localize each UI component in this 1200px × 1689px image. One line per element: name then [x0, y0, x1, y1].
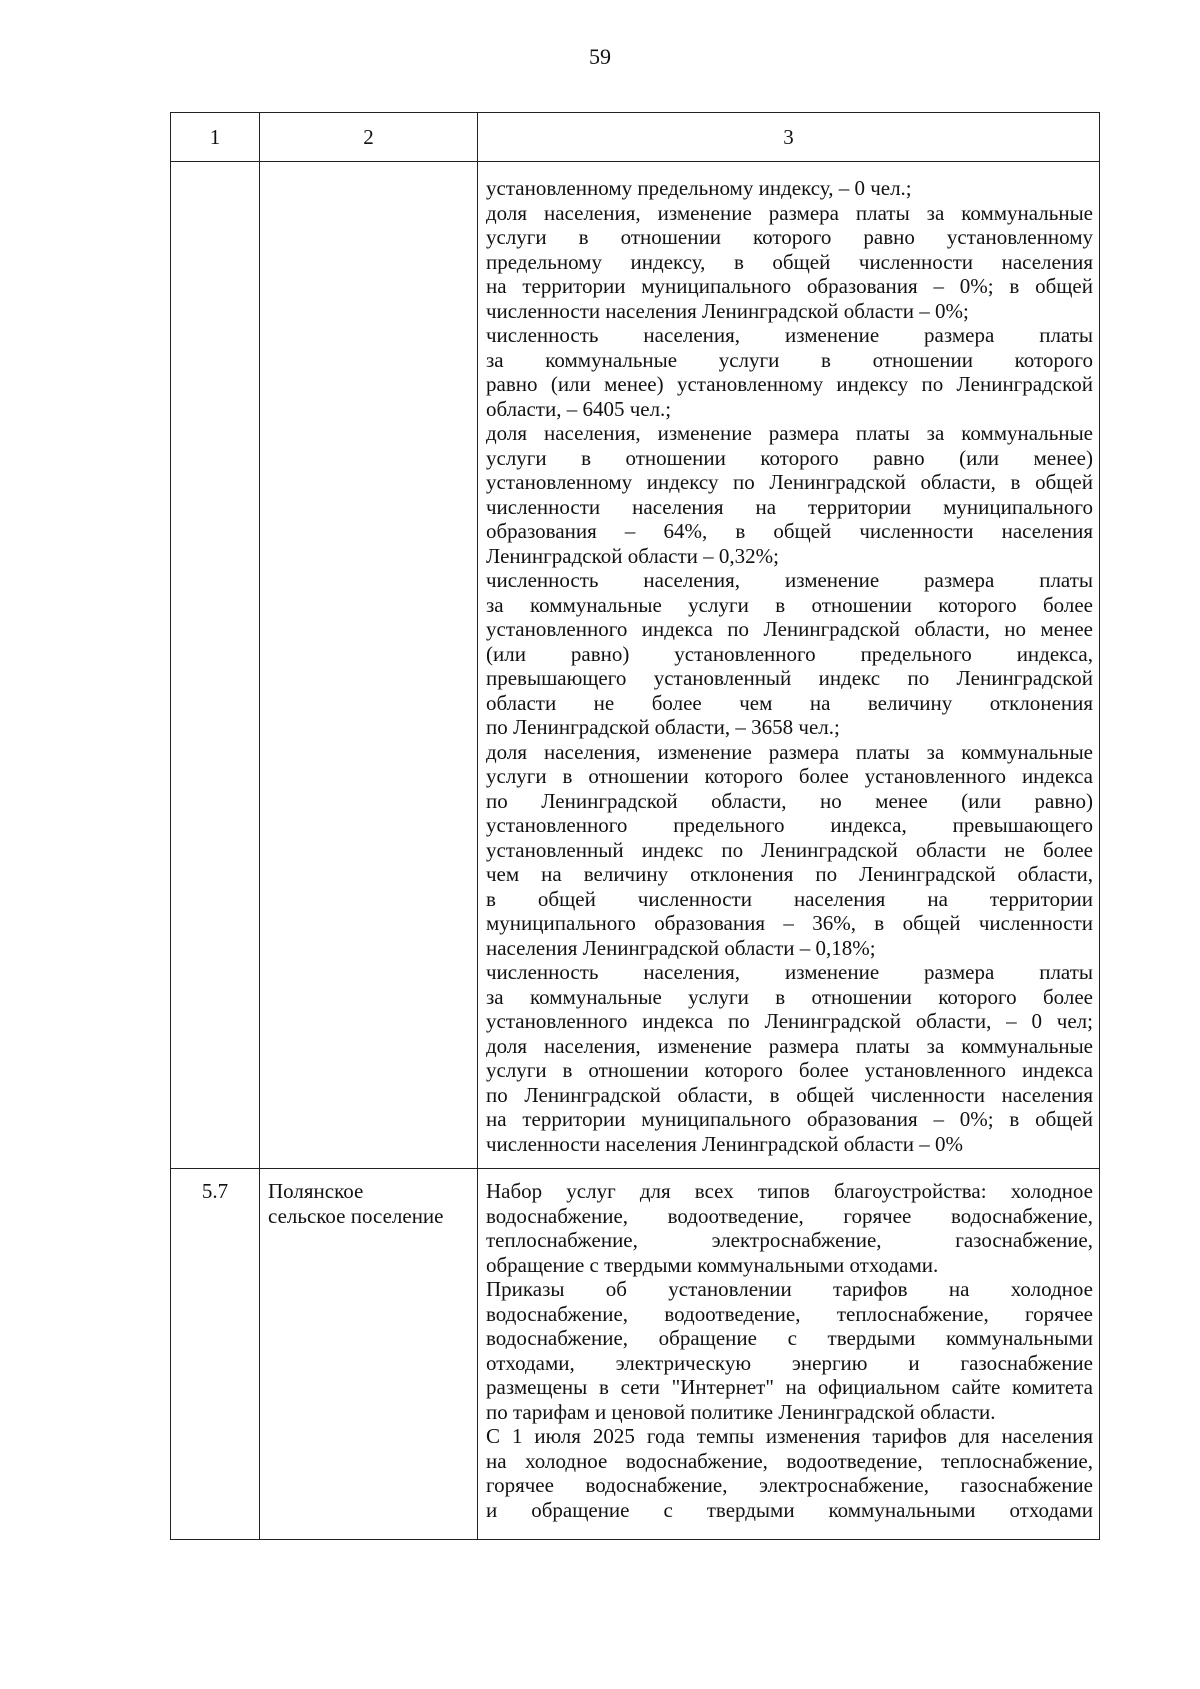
page-number: 59 [589, 44, 611, 69]
text-line: (или равно) установленного предельного индекса, [486, 641, 1093, 666]
municipality-name-line: сельское поселение [268, 1203, 444, 1228]
text-line: обращение с твердыми коммунальными отходами. [486, 1252, 939, 1277]
description-cell [478, 1169, 1100, 1540]
description-text [486, 1179, 1093, 1522]
text-line: Приказы об установлении тарифов на холодное [486, 1277, 1093, 1301]
text-line: численности населения Ленинградской области – 0% [486, 1131, 963, 1156]
text-line: установленного предельного индекса, превышающего [486, 813, 1093, 837]
text-line: на территории муниципального образования – 0%; в общей [486, 1107, 1093, 1131]
text-line: установленному индексу по Ленинградской области, в общей [486, 470, 1093, 494]
text-line: образования – 64%, в общей численности населения [486, 519, 1093, 543]
text-line: численности населения Ленинградской области – 0%; [486, 298, 969, 323]
text-line: доля населения, изменение размера платы за коммунальные [486, 200, 1093, 225]
text-line: области, – 6405 чел.; [486, 396, 672, 421]
text-line: численности населения на территории муниципального [486, 494, 1093, 519]
text-line: области не более чем на величину отклонения [486, 690, 1093, 715]
municipality-name-line: Полянское [268, 1179, 364, 1203]
text-line: установленного индекса по Ленинградской области, – 0 чел; [486, 1009, 1093, 1033]
text-line: доля населения, изменение размера платы за коммунальные [486, 421, 1093, 445]
text-line: численность населения, изменение размера платы [486, 568, 1093, 592]
column-header-3: 3 [478, 113, 1100, 162]
text-line: населения Ленинградской области – 0,18%; [486, 935, 876, 960]
text-line: водоснабжение, водоотведение, теплоснабжение, горячее [486, 1301, 1093, 1326]
text-line: по Ленинградской области, – 3658 чел.; [486, 715, 840, 739]
text-line: за коммунальные услуги в отношении которого более [486, 592, 1093, 617]
text-line: численность населения, изменение размера платы [486, 960, 1093, 984]
text-line: установленному предельному индексу, – 0 чел.; [486, 176, 912, 200]
text-line: равно (или менее) установленному индексу по Ленинградской [486, 372, 1093, 396]
text-line: установленного индекса по Ленинградской области, но менее [486, 617, 1093, 641]
municipality-name-cell [260, 162, 478, 1169]
text-line: доля населения, изменение размера платы за коммунальные [486, 1033, 1093, 1058]
text-line: доля населения, изменение размера платы за коммунальные [486, 739, 1093, 764]
text-line: установленный индекс по Ленинградской области не более [486, 837, 1093, 862]
row-number-cell [171, 162, 260, 1169]
text-line: горячее водоснабжение, электроснабжение, газоснабжение [486, 1473, 1093, 1497]
text-line: в общей численности населения на территории [486, 886, 1093, 911]
text-line: Ленинградской области – 0,32%; [486, 543, 779, 568]
description-text [486, 176, 1093, 1156]
text-line: на территории муниципального образования – 0%; в общей [486, 274, 1093, 298]
text-line: размещены в сети "Интернет" на официальном сайте комитета [486, 1375, 1093, 1399]
text-line: услуги в отношении которого более установленного индекса [486, 1058, 1093, 1082]
text-line: и обращение с твердыми коммунальными отходами [486, 1497, 1093, 1522]
text-line: водоснабжение, водоотведение, горячее водоснабжение, [486, 1203, 1093, 1228]
table-row [171, 162, 1100, 1169]
table-row [171, 1169, 1100, 1540]
municipality-name-cell [260, 1169, 478, 1540]
text-line: за коммунальные услуги в отношении которого [486, 347, 1093, 372]
text-line: предельному индексу, в общей численности населения [486, 249, 1093, 274]
text-line: Набор услуг для всех типов благоустройства: холодное [486, 1179, 1093, 1203]
text-line: численность населения, изменение размера платы [486, 323, 1093, 347]
data-table [170, 112, 1100, 1540]
text-line: муниципального образования – 36%, в общей численности [486, 911, 1093, 935]
text-line: по Ленинградской области, но менее (или равно) [486, 788, 1093, 813]
text-line: отходами, электрическую энергию и газоснабжение [486, 1350, 1093, 1375]
text-line: превышающего установленный индекс по Ленинградской [486, 666, 1093, 690]
text-line: теплоснабжение, электроснабжение, газоснабжение, [486, 1228, 1093, 1252]
text-line: С 1 июля 2025 года темпы изменения тарифов для населения [486, 1424, 1093, 1448]
text-line: чем на величину отклонения по Ленинградской области, [486, 862, 1093, 886]
text-line: водоснабжение, обращение с твердыми коммунальными [486, 1326, 1093, 1350]
text-line: услуги в отношении которого равно установленному [486, 225, 1093, 249]
description-cell [478, 162, 1100, 1169]
table-header-row [171, 113, 1100, 162]
text-line: по тарифам и ценовой политике Ленинградской области. [486, 1399, 996, 1424]
column-header-2: 2 [260, 113, 478, 162]
text-line: услуги в отношении которого более установленного индекса [486, 764, 1093, 788]
text-line: за коммунальные услуги в отношении которого более [486, 984, 1093, 1009]
column-header-1: 1 [171, 113, 260, 162]
text-line: услуги в отношении которого равно (или менее) [486, 445, 1093, 470]
text-line: на холодное водоснабжение, водоотведение, теплоснабжение, [486, 1448, 1093, 1473]
row-number-cell: 5.7 [171, 1169, 260, 1540]
text-line: по Ленинградской области, в общей численности населения [486, 1082, 1093, 1107]
